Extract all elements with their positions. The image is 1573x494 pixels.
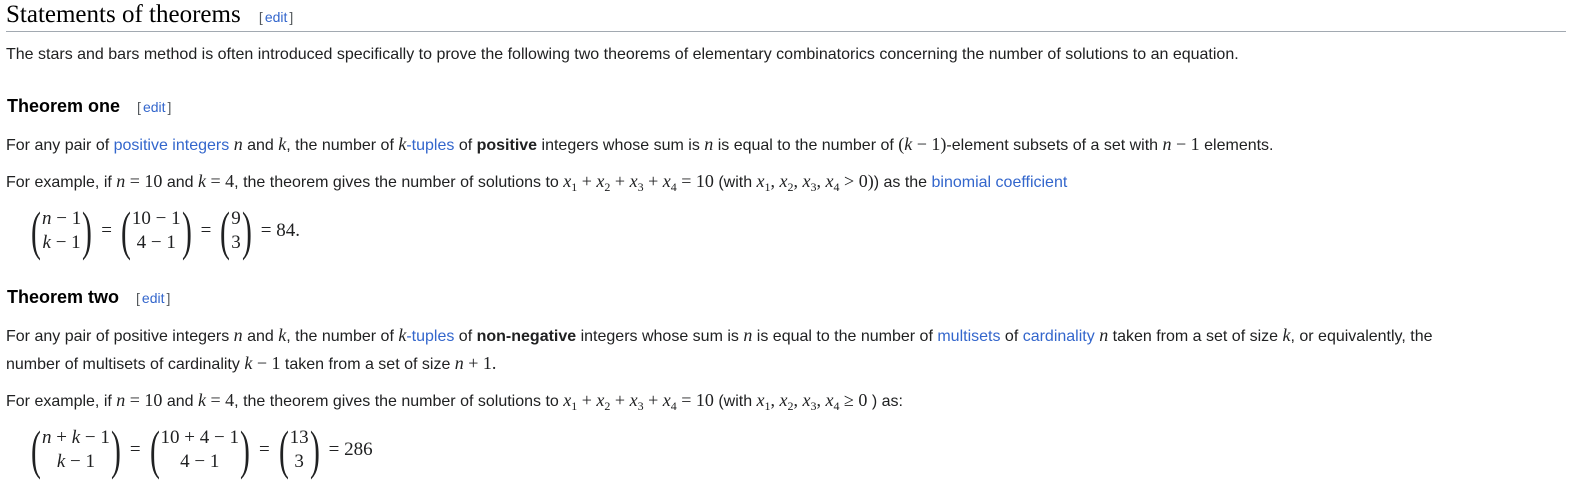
tuples-link-1[interactable]: -tuples: [406, 137, 455, 154]
theorem-one-edit-link[interactable]: edit: [142, 99, 166, 115]
theorem-two-edit: [ edit ]: [136, 290, 171, 306]
theorem-two-heading: [7, 286, 170, 309]
cardinality-link[interactable]: cardinality: [1022, 328, 1095, 345]
theorem-two-result: = 286: [328, 439, 373, 460]
intro-paragraph: The stars and bars method is often introduced specifically to prove the following two theorems of elementary combinatorics concerning the number of solutions to an equation.: [6, 46, 1239, 63]
theorem-one-heading: [7, 95, 171, 118]
theorem-one-edit: [ edit ]: [137, 99, 172, 115]
theorem-two-example: For example, if n = 10 and k = 4, the theorem gives the number of solutions to $x_1 + x_2 + x_3 + x_4 = 10$ (with $x_1$, $x_2$, $x_3$, $x_4 \ge 0$ ) as:: [6, 390, 903, 413]
theorem-two-statement-line2: number of multisets of cardinality k − 1 taken from a set of size n + 1.: [6, 353, 497, 373]
theorem-one-formula: ( n − 1 k − 1 ) = ( 10 − 1 4 − 1 ) = ( 9 3 ) = 84.: [31, 201, 300, 261]
section-title: Statements of theorems: [6, 1, 241, 28]
theorem-two-statement-line1: For any pair of positive integers n and k, the number of k-tuples of non-negative integers whose sum is n is equal to the number of multisets of cardinality n taken from a set of size k, or equivalently, the: [6, 325, 1433, 345]
theorem-one-example: For example, if n = 10 and k = 4, the theorem gives the number of solutions to $x_1 + x_2 + x_3 + x_4 = 10$ (with $x_1$, $x_2$, $x_3$, $x_4 > 0$)) as the binomial coefficient: [6, 171, 1068, 194]
theorem-one-statement: For any pair of positive integers n and k, the number of k-tuples of positive integers whose sum is n is equal to the number of (k − 1)-element subsets of a set with n − 1 elements.: [6, 134, 1274, 154]
multisets-link[interactable]: multisets: [937, 328, 1001, 345]
section-edit-link[interactable]: edit: [264, 9, 288, 25]
heading-rule: [6, 31, 1566, 32]
theorem-one-title: Theorem one: [7, 96, 121, 116]
theorem-two-title: Theorem two: [7, 287, 120, 307]
theorem-one-result: = 84.: [260, 220, 300, 241]
positive-integers-link[interactable]: positive integers: [113, 137, 230, 154]
theorem-two-formula: ( n + k − 1 k − 1 ) = ( 10 + 4 − 1 4 − 1 ) = ( 13 3 ) = 286: [31, 420, 373, 480]
binomial-coefficient-link[interactable]: binomial coefficient: [931, 174, 1068, 191]
theorem-two-edit-link[interactable]: edit: [141, 290, 165, 306]
section-heading: [6, 0, 293, 32]
tuples-link-2[interactable]: -tuples: [406, 328, 455, 345]
section-edit: [ edit ]: [258, 9, 294, 25]
